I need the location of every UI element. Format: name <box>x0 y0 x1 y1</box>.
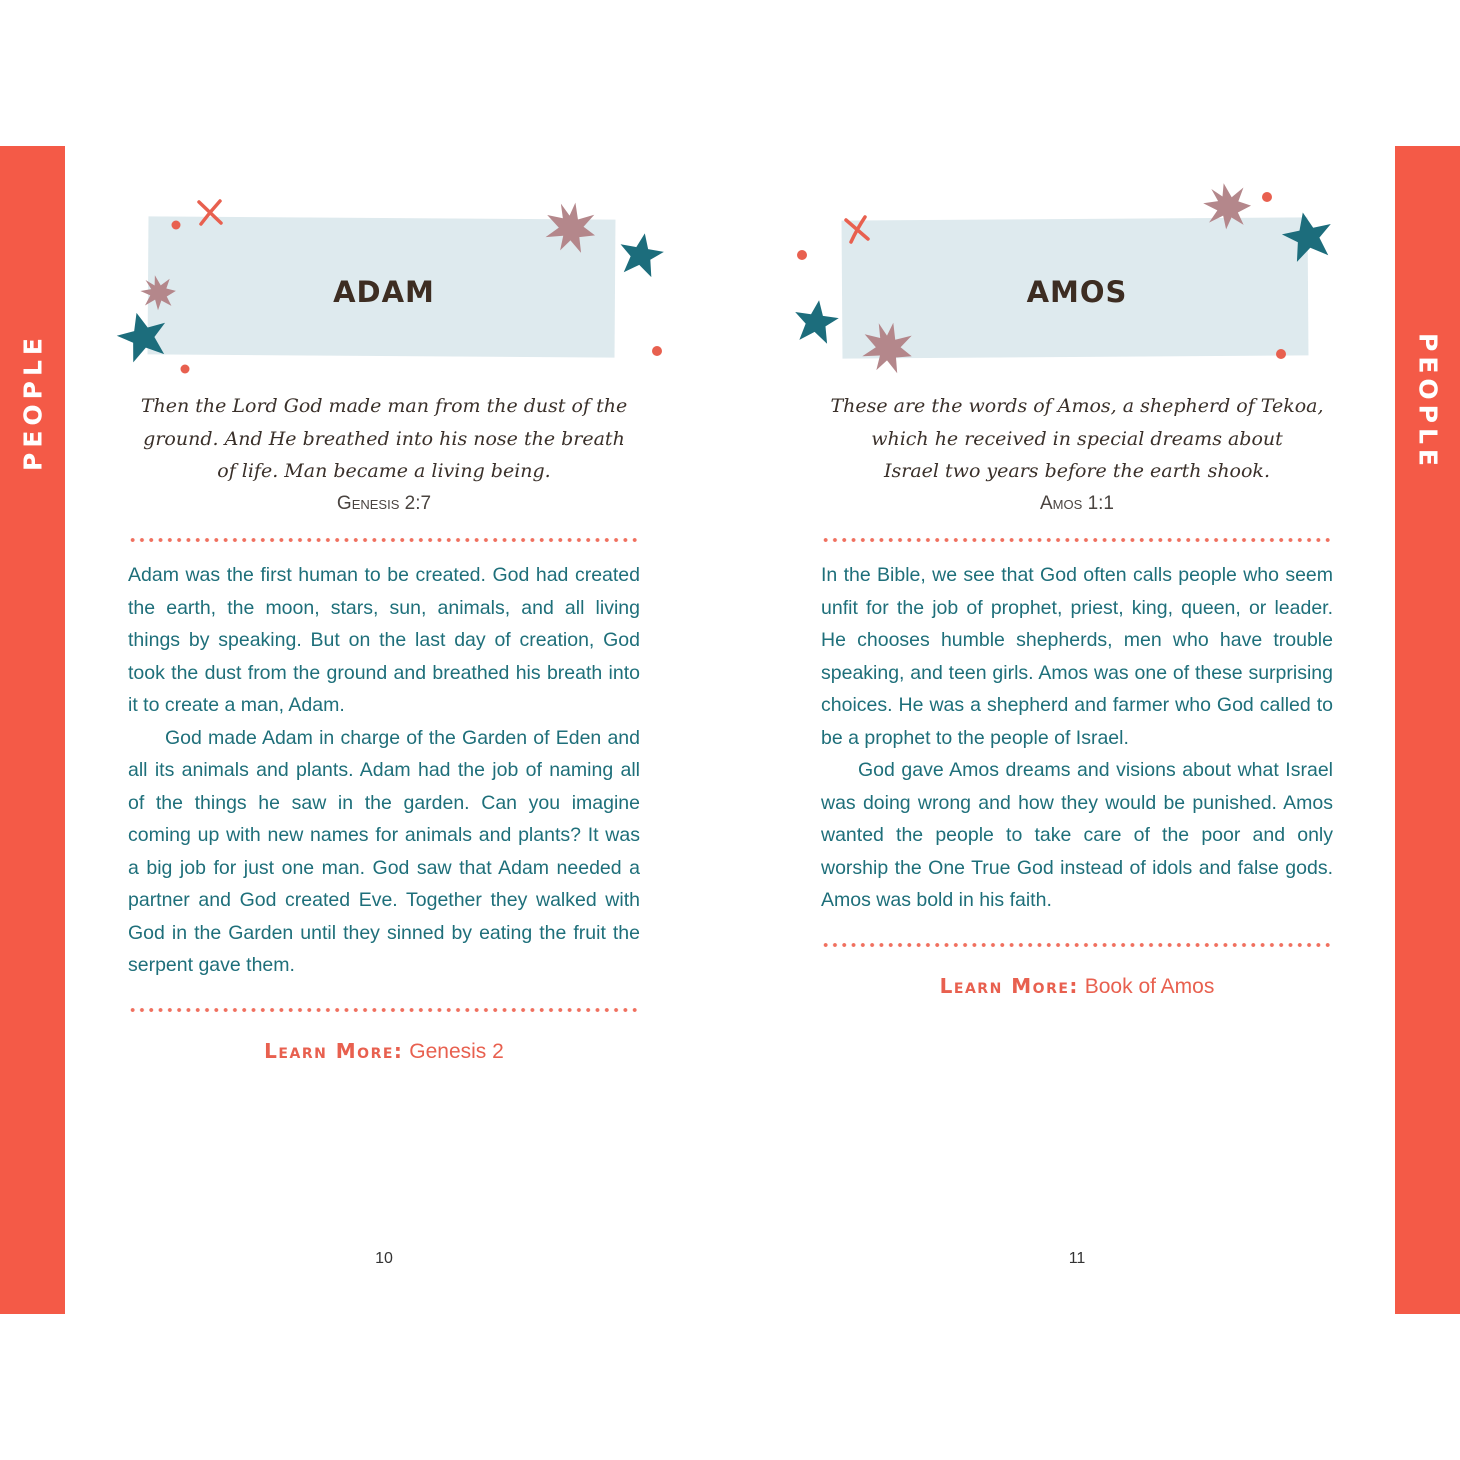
dot-icon <box>1262 192 1272 202</box>
body-paragraph: In the Bible, we see that God often calls people who seem unfit for the job of prophet, priest, king, queen, or leader. He chooses humble shepherds, men who have trouble speaking, and teen girls. Amos was one of these surprising choices. He was a shepherd and farmer who God called to be a prophet to the people of Israel. <box>821 564 1333 749</box>
dot-icon <box>652 346 662 356</box>
scripture-reference: Genesis 2:7 <box>336 493 432 514</box>
title-decoration <box>128 0 640 400</box>
page-title: AMOS <box>1026 275 1128 309</box>
page-number: 11 <box>1068 1250 1086 1267</box>
side-tab-label-right: PEOPLE <box>1413 333 1442 471</box>
scripture-reference: Amos 1:1 <box>1040 493 1114 514</box>
learn-more <box>128 1036 640 1067</box>
scripture-quote <box>128 390 640 488</box>
body-paragraph: God made Adam in charge of the Garden of Eden and all its animals and plants. Adam had the job of naming all of the things he saw in the garden. Can you imagine coming up with new names for animals and plants? It was a big job for just one man. God saw that Adam needed a partner and God created Eve. Together they walked with God in the Garden until they sinned by eating the fruit the serpent gave them. <box>128 726 640 976</box>
dot-icon <box>1276 349 1286 359</box>
quote-line: ground. And He breathed into his nose the breath <box>143 427 625 450</box>
side-tab-label-left: PEOPLE <box>18 333 47 471</box>
learn-more <box>821 971 1333 1002</box>
quote-line: These are the words of Amos, a shepherd of Tekoa, <box>830 395 1324 417</box>
body-text <box>128 559 640 982</box>
dot-icon <box>797 250 807 260</box>
quote-line: of life. Man became a living being. <box>217 460 551 482</box>
dot-icon <box>172 221 181 230</box>
learn-more-reference: Book of Amos <box>1084 975 1215 998</box>
left-page <box>128 0 640 1460</box>
quote-line: which he received in special dreams about <box>871 427 1283 450</box>
body-paragraph: God gave Amos dreams and visions about what Israel was doing wrong and how they would be punished. Amos wanted the people to take care of the poor and only worship the One True God instead of idols and false gods. Amos was bold in his faith. <box>821 759 1333 911</box>
page-title: ADAM <box>333 275 435 309</box>
dotted-divider-top <box>128 537 640 543</box>
page-number: 10 <box>375 1250 393 1267</box>
learn-more-label: Learn More: <box>264 1039 404 1063</box>
body-paragraph: Adam was the first human to be created. God had created the earth, the moon, stars, sun, animals, and all living things by speaking. But on the last day of creation, God took the dust from the ground and breathed his breath into it to create a man, Adam. <box>128 564 640 716</box>
title-decoration <box>821 0 1333 400</box>
quote-line: Israel two years before the earth shook. <box>884 460 1270 482</box>
scripture-quote <box>821 390 1333 488</box>
side-tab-left <box>0 146 65 1314</box>
dotted-divider-bottom <box>821 942 1333 948</box>
right-page <box>821 0 1333 1460</box>
body-text <box>821 559 1333 917</box>
dotted-divider-bottom <box>128 1007 640 1013</box>
dot-icon <box>181 365 190 374</box>
learn-more-label: Learn More: <box>939 974 1079 998</box>
side-tab-right <box>1395 146 1460 1314</box>
quote-line: Then the Lord God made man from the dust of the <box>140 395 628 417</box>
dotted-divider-top <box>821 537 1333 543</box>
learn-more-reference: Genesis 2 <box>409 1040 504 1063</box>
